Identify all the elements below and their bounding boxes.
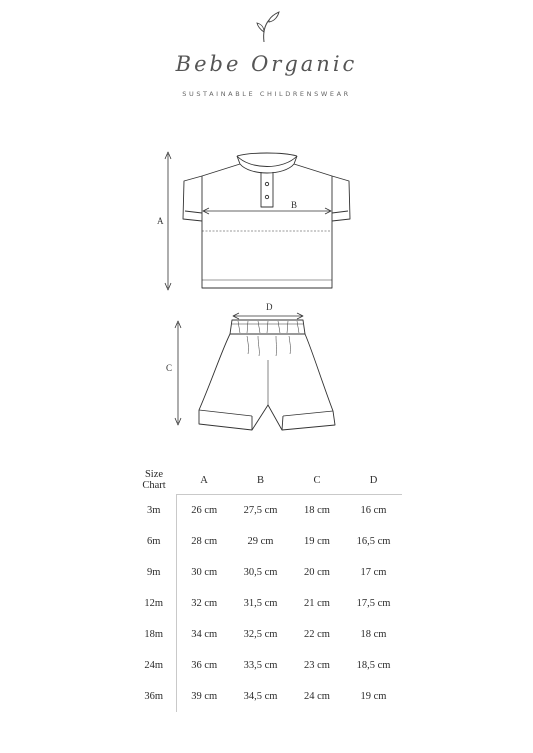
table-cell: 18 cm xyxy=(360,629,387,640)
table-row xyxy=(132,619,402,650)
row-size-label: 9m xyxy=(147,567,161,578)
row-size-label: 3m xyxy=(147,504,161,516)
table-cell: 33,5 cm xyxy=(243,660,278,671)
shorts-drawing xyxy=(199,320,335,430)
table-cell: 32 cm xyxy=(176,588,232,619)
label-b: B xyxy=(291,200,298,210)
table-cell: 20 cm xyxy=(304,567,330,578)
size-chart-corner xyxy=(132,466,176,495)
table-row xyxy=(132,681,402,712)
table-cell: 21 cm xyxy=(304,598,330,609)
table-cell: 23 cm xyxy=(304,660,330,671)
size-chart-body xyxy=(132,495,402,713)
table-cell: 16 cm xyxy=(360,505,387,516)
table-cell: 16,5 cm xyxy=(356,536,391,547)
table-cell: 18 cm xyxy=(304,505,330,516)
table-cell: 34,5 cm xyxy=(243,691,278,702)
corner-line-1: Size xyxy=(144,469,164,481)
tshirt-drawing xyxy=(183,153,350,288)
table-cell: 22 cm xyxy=(304,629,330,640)
table-cell: 26 cm xyxy=(176,495,232,527)
table-row xyxy=(132,557,402,588)
label-a: A xyxy=(157,216,164,226)
corner-line-2: Chart xyxy=(142,480,166,492)
table-cell: 36 cm xyxy=(176,650,232,681)
shirt-height-arrow xyxy=(165,152,171,290)
table-cell: 29 cm xyxy=(247,536,274,547)
row-size-label: 6m xyxy=(147,536,161,547)
table-cell: 32,5 cm xyxy=(243,629,278,640)
table-cell: 19 cm xyxy=(360,691,387,702)
table-row xyxy=(132,526,402,557)
table-header-row xyxy=(132,466,402,495)
row-size-label: 24m xyxy=(144,660,164,671)
label-d: D xyxy=(266,302,273,312)
table-cell: 28 cm xyxy=(176,526,232,557)
row-size-label: 12m xyxy=(144,598,164,609)
table-cell: 18,5 cm xyxy=(356,660,391,671)
table-cell: 27,5 cm xyxy=(243,505,278,516)
table-row xyxy=(132,588,402,619)
table-cell: 17 cm xyxy=(360,567,387,578)
column-header-a: A xyxy=(176,466,232,495)
label-c: C xyxy=(166,363,173,373)
shorts-length-arrow xyxy=(175,321,181,425)
table-row xyxy=(132,495,402,527)
table-cell: 17,5 cm xyxy=(356,598,391,609)
table-cell: 19 cm xyxy=(304,536,330,547)
table-row xyxy=(132,650,402,681)
table-cell: 24 cm xyxy=(304,691,330,702)
shirt-chest-arrow xyxy=(203,208,331,214)
row-size-label: 18m xyxy=(144,629,164,640)
table-cell: 39 cm xyxy=(176,681,232,712)
table-cell: 30,5 cm xyxy=(243,567,278,578)
size-chart-table xyxy=(132,466,402,712)
table-cell: 30 cm xyxy=(176,557,232,588)
column-header-b: B xyxy=(232,466,289,495)
brand-tagline: SUSTAINABLE CHILDRENSWEAR xyxy=(182,90,351,98)
table-cell: 34 cm xyxy=(176,619,232,650)
shorts-waist-arrow xyxy=(233,313,303,319)
table-cell: 31,5 cm xyxy=(243,598,278,609)
brand-name: Bebe Organic xyxy=(175,52,358,76)
column-header-d: D xyxy=(345,466,402,495)
row-size-label: 36m xyxy=(144,691,164,702)
column-header-c: C xyxy=(289,466,345,495)
